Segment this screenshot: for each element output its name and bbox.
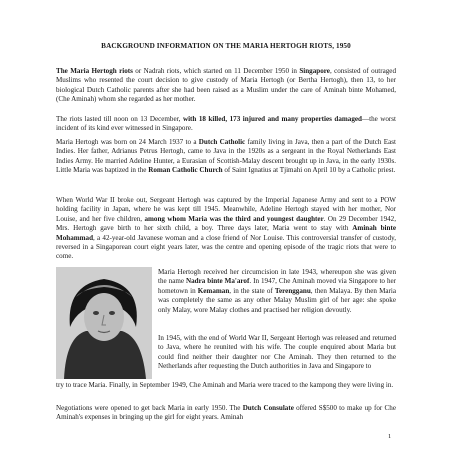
paragraph-reunion <box>158 334 396 372</box>
bold-text: Aminah binte Mohammad <box>56 224 396 242</box>
paragraph-war <box>56 196 396 262</box>
text-run: . On 29 December 1942, Mrs. Hertogh gave birth to her sixth child, a boy. Three days later, Maria went to stay with <box>56 214 396 233</box>
text-run: or Nadrah riots, which started on 11 December 1950 in <box>132 67 300 75</box>
bold-text: The Maria Hertogh riots <box>56 67 133 75</box>
bold-text: Dutch Catholic <box>198 138 246 146</box>
text-run: The riots lasted till noon on 13 December, <box>56 115 183 123</box>
text-run: family living in Java, then a part of the Dutch East Indies. Her father, Adrianus Petrus Hertogh, came to Java in the 1920s as a sergeant in the Royal Netherlands East Indies Army. He married Adeline Hunter, a Eurasian of Scottish-Malay descent brought up in Java, in the early 1930s. Little Maria was baptized in the <box>56 138 396 175</box>
bold-text: Singapore <box>299 67 330 75</box>
text-run: , then Malaya. By then Maria was completely the same as any other Malay Muslim girl of her age: she spoke only Malay, wore Malay clothes and practised her religion devoutly. <box>158 286 397 314</box>
paragraph-negotiations <box>56 404 396 423</box>
paragraph-circumcision <box>158 268 396 315</box>
text-run: —the worst incident of its kind ever witnessed in Singapore. <box>56 115 397 133</box>
text-run: . In 1947, Che Aminah moved via Singapore to her hometown in <box>158 277 397 295</box>
text-run: When World War II broke out, Sergeant Hertogh was captured by the Imperial Japanese Army and sent to a POW holding facility in Japan, where he was kept till 1945. Meanwhile, Adeline Hertogh stayed with her mother, Nor Louise, and her five children, <box>56 196 396 223</box>
paragraph-intro <box>56 67 396 105</box>
text-run: Maria Hertogh was born on 24 March 1937 to a <box>56 138 199 146</box>
text-run: , consisted of outraged Muslims who resented the court decision to give custody of Maria Hertogh (or Bertha Hertogh), then 13, to her biological Dutch Catholic parents after she had been raised as a Muslim under the care of Aminah binte Mohamed, (Che Aminah) whom she regarded as her mother. <box>56 67 396 104</box>
page-number: 1 <box>388 433 392 440</box>
bold-text: among whom Maria was the third and youngest daughter <box>144 214 324 223</box>
paragraph-reunion-continued <box>56 381 396 390</box>
text-run: , a 42-year-old Javanese woman and a close friend of Nor Louise. This controversial transfer of custody, reversed in a Singaporean court eight years later, was the centre and opening episode of the tragic riots that were to come. <box>56 233 396 261</box>
portrait-illustration <box>56 267 152 379</box>
text-run: Maria Hertogh received her circumcision in late 1943, whereupon she was given the name <box>158 268 396 286</box>
paragraph-birth <box>56 138 396 176</box>
text-run: offered S$500 to make up for Che Aminah's expenses in bringing up the girl for eight years. Aminah <box>56 404 396 422</box>
text-run: Negotiations were opened to get back Maria in early 1950. The <box>56 404 243 412</box>
maria-hertogh-photo <box>56 267 152 379</box>
bold-text: Dutch Consulate <box>242 404 294 412</box>
text-run: , in the state of <box>229 286 275 295</box>
text-run: In 1945, with the end of World War II, Sergeant Hertogh was released and returned to Java, where he reunited with his wife. The couple enquired about Maria but could find neither their daughter nor Che Aminah. They then returned to the Netherlands after requesting the Dutch authorities in Java and Singapore to <box>158 334 396 371</box>
text-run: of Saint Ignatius at Tjimahi on April 10 by a Catholic priest. <box>222 166 396 175</box>
bold-text: Nadra binte Ma'arof <box>186 277 250 286</box>
bold-text: Kemaman <box>197 286 230 295</box>
text-run: try to trace Maria. Finally, in September 1949, Che Aminah and Maria were traced to the kampong they were living in. <box>56 381 394 389</box>
bold-text: Roman Catholic Church <box>148 166 223 175</box>
paragraph-riots <box>56 115 396 134</box>
document-title: BACKGROUND INFORMATION ON THE MARIA HERTOGH RIOTS, 1950 <box>101 42 351 50</box>
bold-text: Terengganu <box>274 286 311 295</box>
bold-text: with 18 killed, 173 injured and many properties damaged <box>182 115 362 123</box>
